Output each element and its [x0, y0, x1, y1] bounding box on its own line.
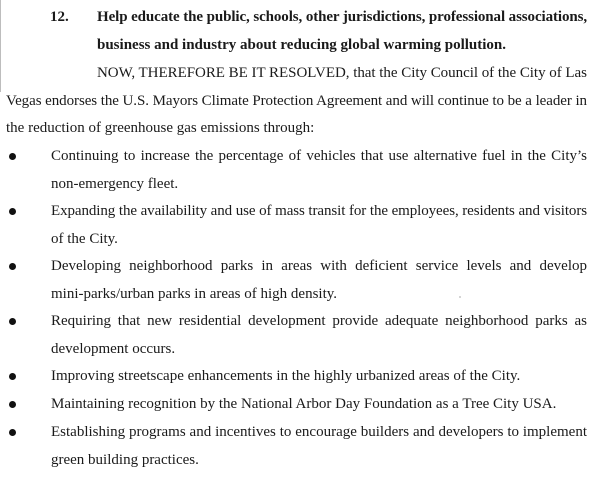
bullet-6-line-1: Maintaining recognition by the National Arbor Day Foundation as a Tree City USA.: [51, 396, 557, 412]
scan-speck: [459, 296, 461, 298]
bullet-2-line-1: Expanding the availability and use of mass transit for the employees, residents and visitors: [51, 203, 587, 219]
bullet-1-line-2: non-emergency fleet.: [51, 176, 179, 192]
bullet-2-line-2: of the City.: [51, 231, 118, 247]
bullet-dot: [9, 153, 16, 160]
margin-rule: [0, 0, 1, 92]
resolution-line-1: NOW, THEREFORE BE IT RESOLVED, that the City Council of the City of Las: [97, 65, 587, 81]
resolution-line-3: the reduction of greenhouse gas emissions through:: [6, 120, 315, 136]
bullet-1-line-1: Continuing to increase the percentage of vehicles that use alternative fuel in the City’s: [51, 148, 587, 164]
bullet-dot: [9, 429, 16, 436]
bullet-7-line-2: green building practices.: [51, 452, 199, 468]
item-number: 12.: [50, 9, 69, 25]
bullet-dot: [9, 373, 16, 380]
bullet-7-line-1: Establishing programs and incentives to encourage builders and developers to implement: [51, 424, 587, 440]
bullet-dot: [9, 401, 16, 408]
resolution-line-2: Vegas endorses the U.S. Mayors Climate Protection Agreement and will continue to be a leader in: [6, 93, 587, 109]
bullet-4-line-2: development occurs.: [51, 341, 176, 357]
bullet-dot: [9, 208, 16, 215]
item-heading-line-1: Help educate the public, schools, other jurisdictions, professional associations,: [97, 9, 588, 25]
bullet-3-line-2: mini-parks/urban parks in areas of high density.: [51, 286, 338, 302]
bullet-3-line-1: Developing neighborhood parks in areas with deficient service levels and develop: [51, 258, 587, 274]
bullet-5-line-1: Improving streetscape enhancements in the highly urbanized areas of the City.: [51, 368, 521, 384]
item-heading-line-2: business and industry about reducing global warming pollution.: [97, 37, 507, 53]
bullet-dot: [9, 318, 16, 325]
bullet-dot: [9, 263, 16, 270]
bullet-4-line-1: Requiring that new residential development provide adequate neighborhood parks as: [51, 313, 587, 329]
